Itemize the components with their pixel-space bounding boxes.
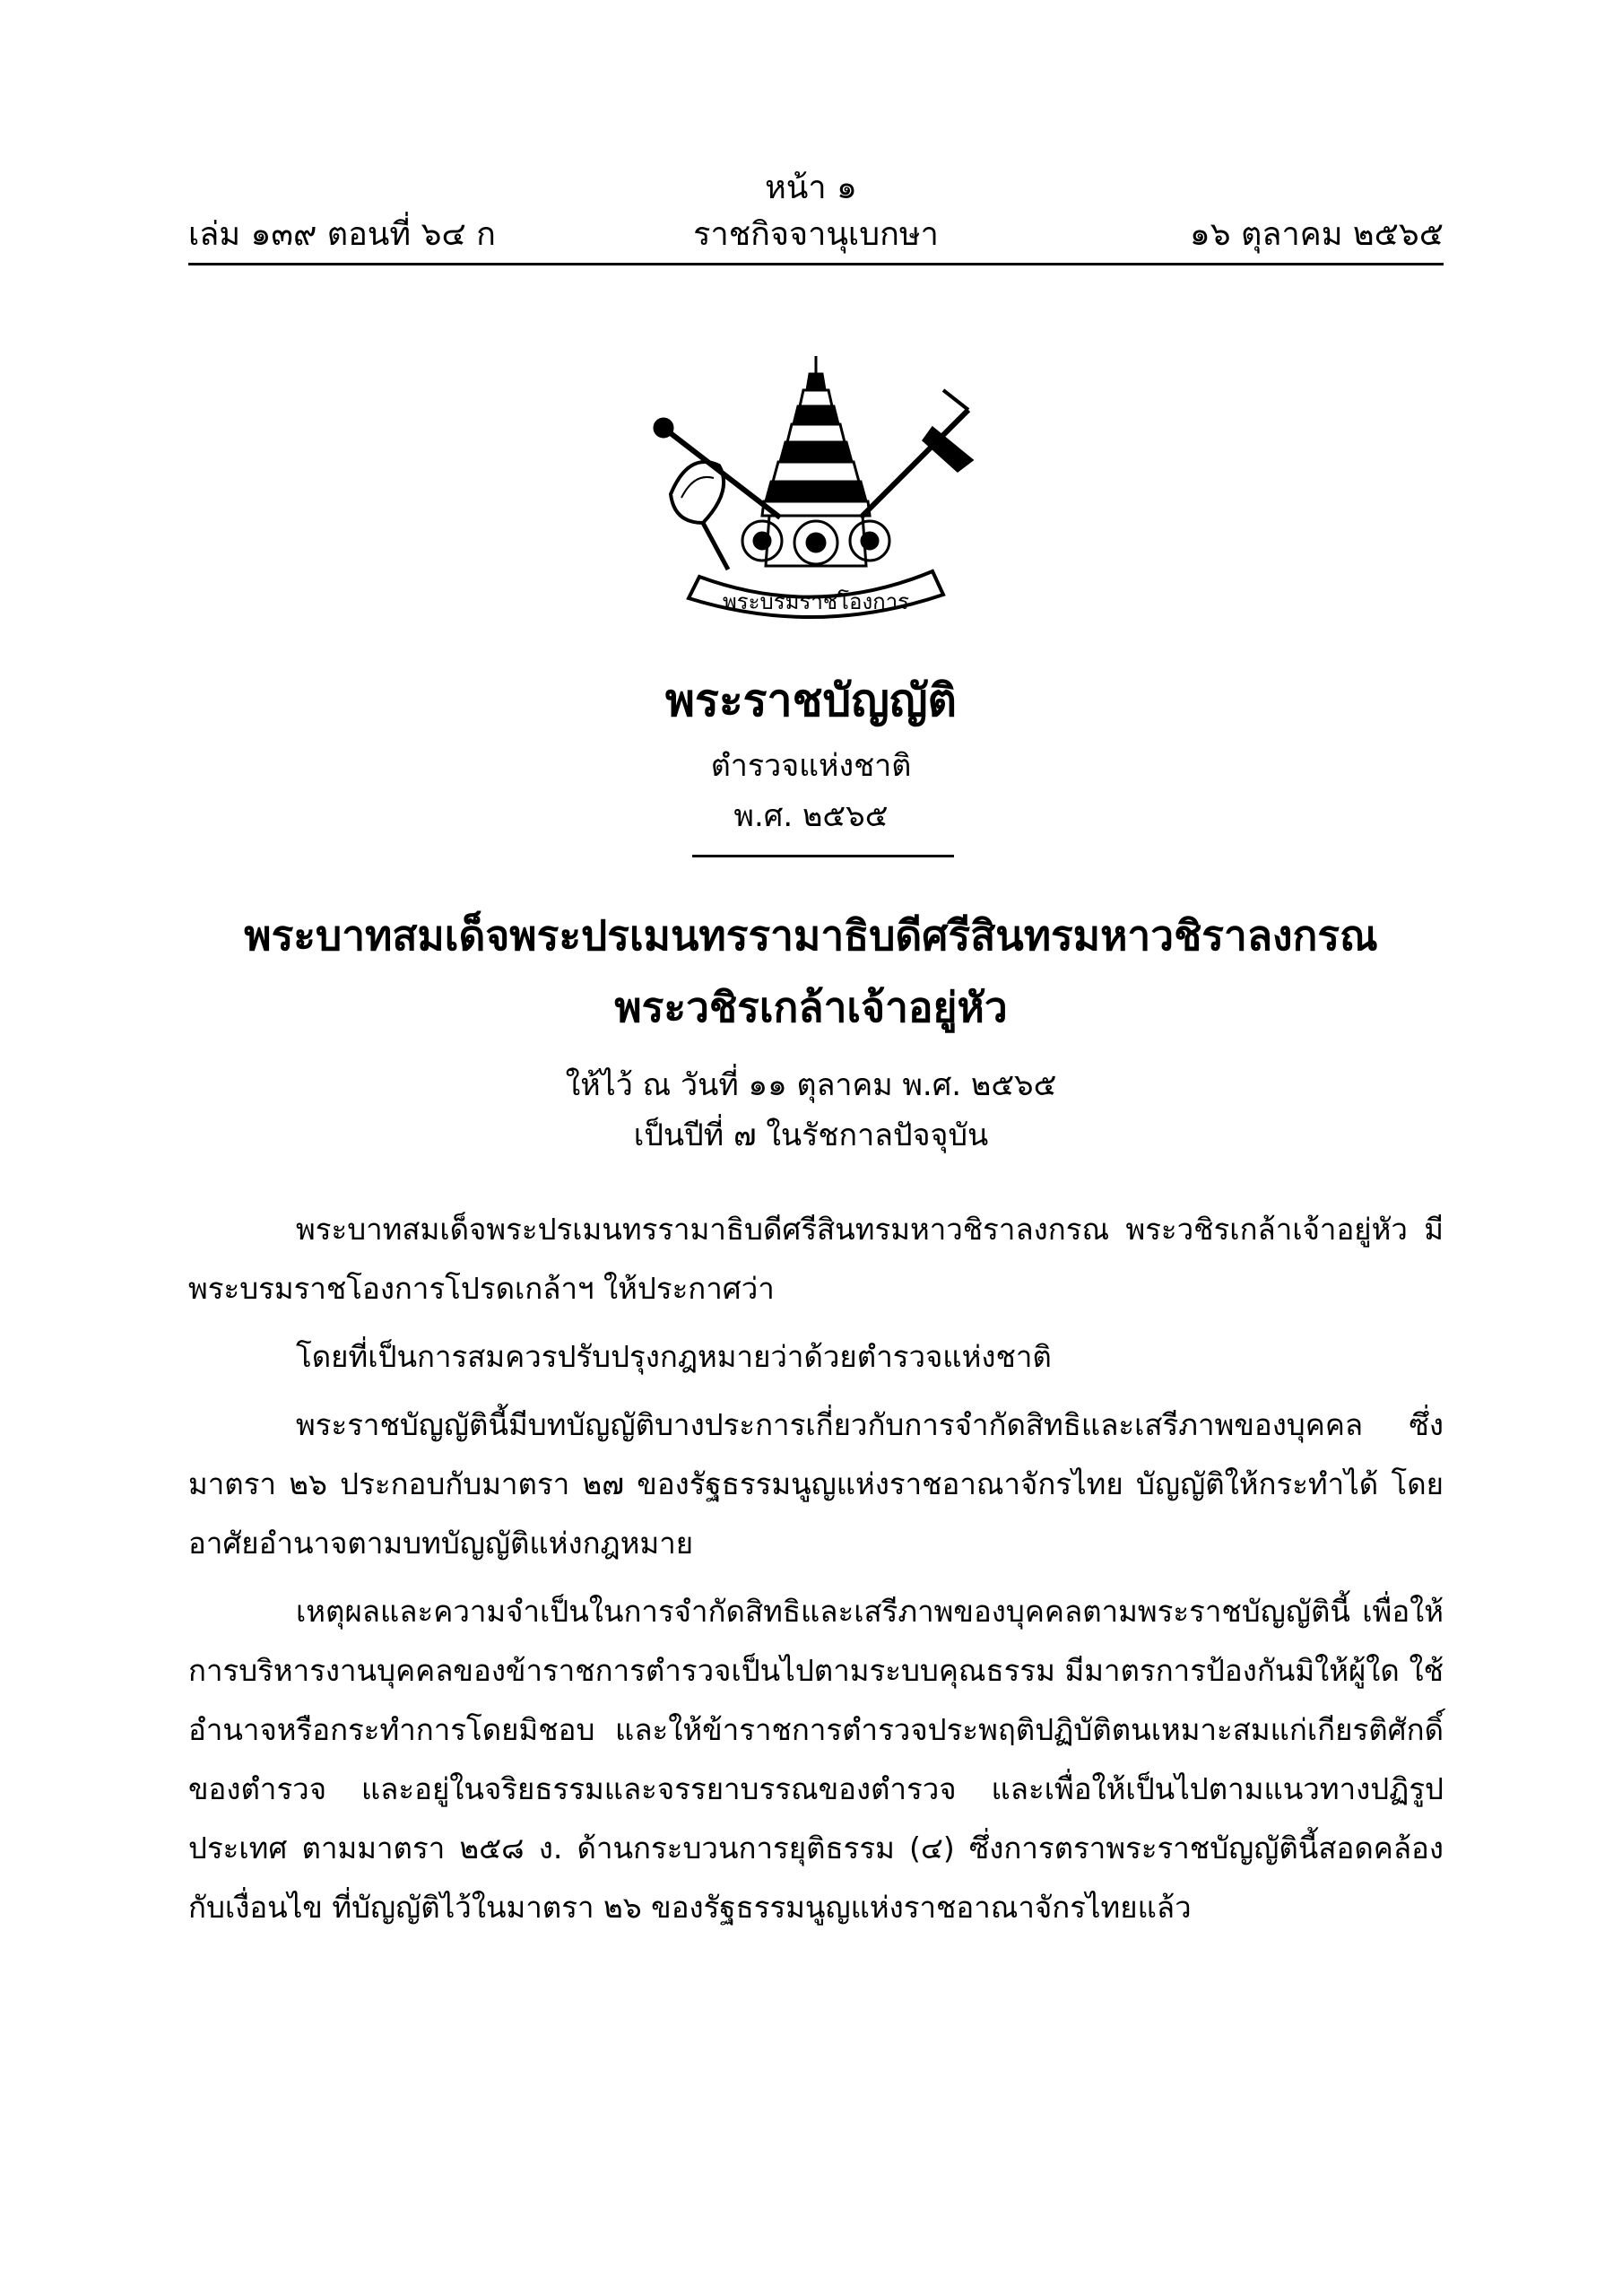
publication-name: ราชกิจจานุเบกษา xyxy=(693,216,939,253)
royal-seal-emblem-icon xyxy=(646,354,986,623)
act-subtitle: ตำรวจแห่งชาติ xyxy=(710,748,912,784)
seal-text: พระบรมราชโองการ xyxy=(722,589,910,614)
king-name-line-1: พระบาทสมเด็จพระปรเมนทรรามาธิบดีศรีสินทรมหาวชิราลงกรณ xyxy=(244,911,1378,960)
king-name-line-2: พระวชิรเกล้าเจ้าอยู่หัว xyxy=(614,983,1008,1031)
given-date: ให้ไว้ ณ วันที่ ๑๑ ตุลาคม พ.ศ. ๒๕๖๕ xyxy=(565,1067,1057,1103)
act-title: พระราชบัญญัติ xyxy=(665,674,957,726)
act-year: พ.ศ. ๒๕๖๕ xyxy=(733,798,889,834)
reign-year: เป็นปีที่ ๗ ในรัชกาลปัจจุบัน xyxy=(633,1118,989,1153)
preamble-paragraph-3: พระราชบัญญัตินี้มีบทบัญญัติบางประการเกี่ยวกับการจำกัดสิทธิและเสรีภาพของบุคคล ซึ่งมาตรา ๒๖ ประกอบกับมาตรา ๒๗ ของรัฐธรรมนูญแห่งราชอาณาจักรไทย บัญญัติให้กระทำได้ โดยอาศัยอำนาจตามบทบัญญัติแห่งกฎหมาย xyxy=(188,1407,1444,1561)
preamble-paragraph-1: พระบาทสมเด็จพระปรเมนทรรามาธิบดีศรีสินทรมหาวชิราลงกรณ พระวชิรเกล้าเจ้าอยู่หัว มีพระบรมราชโองการโปรดเกล้าฯ ให้ประกาศว่า xyxy=(188,1212,1444,1306)
preamble-paragraph-2: โดยที่เป็นการสมควรปรับปรุงกฎหมายว่าด้วยตำรวจแห่งชาติ xyxy=(296,1339,1052,1374)
page-number: หน้า ๑ xyxy=(765,170,857,206)
header-divider xyxy=(188,263,1444,265)
gazette-header xyxy=(188,215,1444,258)
volume-info: เล่ม ๑๓๙ ตอนที่ ๖๔ ก xyxy=(188,216,496,253)
title-divider xyxy=(692,855,954,857)
preamble-body xyxy=(188,1200,1444,1946)
publication-date: ๑๖ ตุลาคม ๒๕๖๕ xyxy=(1189,216,1444,253)
preamble-paragraph-4: เหตุผลและความจำเป็นในการจำกัดสิทธิและเสรีภาพของบุคคลตามพระราชบัญญัตินี้ เพื่อให้ การบริหารงานบุคคลของข้าราชการตำรวจเป็นไปตามระบบคุณธรรม มีมาตรการป้องกันมิให้ผู้ใด ใช้อำนาจหรือกระทำการโดยมิชอบ และให้ข้าราชการตำรวจประพฤติปฏิบัติตนเหมาะสมแก่เกียรติศักดิ์ ของตำรวจ และอยู่ในจริยธรรมและจรรยาบรรณของตำรวจ และเพื่อให้เป็นไปตามแนวทางปฏิรูปประเทศ ตามมาตรา ๒๕๘ ง. ด้านกระบวนการยุติธรรม (๔) ซึ่งการตราพระราชบัญญัตินี้สอดคล้องกับเงื่อนไข ที่บัญญัติไว้ในมาตรา ๒๖ ของรัฐธรรมนูญแห่งราชอาณาจักรไทยแล้ว xyxy=(188,1594,1444,1925)
